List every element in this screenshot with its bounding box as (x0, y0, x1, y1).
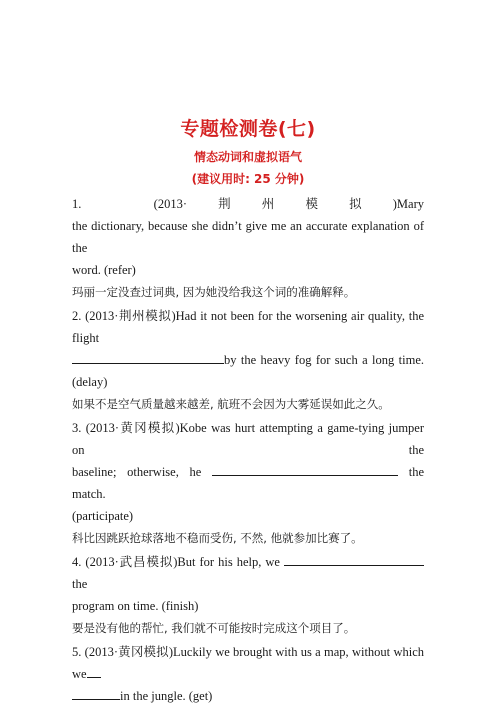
question-3-line-2: baseline; otherwise, he the match. (72, 461, 424, 505)
question-3-line-3: (participate) (72, 509, 134, 523)
answer-blank[interactable] (212, 462, 398, 476)
question-4-line-2: program on time. (finish) (72, 599, 199, 613)
answer-blank[interactable] (72, 350, 224, 364)
question-5 (72, 641, 424, 707)
question-1 (72, 193, 424, 303)
answer-blank[interactable] (284, 552, 424, 566)
question-2-translation: 如果不是空气质量越来越差, 航班不会因为大雾延误如此之久。 (72, 397, 390, 411)
question-1-translation: 玛丽一定没查过词典, 因为她没给我这个词的准确解释。 (72, 285, 356, 299)
question-1-line-3: word. (refer) (72, 263, 136, 277)
answer-blank[interactable] (72, 686, 120, 700)
question-5-line-2: in the jungle. (get) (72, 685, 424, 707)
time-hint: (建议用时: 25 分钟) (191, 172, 305, 186)
question-3 (72, 417, 424, 549)
question-list (72, 193, 424, 707)
question-3-translation: 科比因跳跃抢球落地不稳而受伤, 不然, 他就参加比赛了。 (72, 531, 363, 545)
question-4-line-1: 4. (2013·武昌模拟)But for his help, we the (72, 551, 424, 595)
question-1-line-1: 1. (2013·荆州模拟)Mary (72, 197, 424, 211)
question-2-line-1: 2. (2013·荆州模拟)Had it not been for the worsening air quality, the flight (72, 309, 424, 345)
question-5-line-1: 5. (2013·黄冈模拟)Luckily we brought with us a map, without which we (72, 645, 424, 681)
question-3-line-1: 3. (2013·黄冈模拟)Kobe was hurt attempting a game-tying jumper on the (72, 421, 424, 457)
question-1-line-2: the dictionary, because she didn’t give me an accurate explanation of the (72, 219, 424, 255)
question-4-translation: 要是没有他的帮忙, 我们就不可能按时完成这个项目了。 (72, 621, 356, 635)
page-subtitle: 情态动词和虚拟语气 (193, 150, 302, 164)
question-2-line-2: by the heavy fog for such a long time. (72, 349, 424, 371)
question-4 (72, 551, 424, 639)
answer-blank[interactable] (87, 664, 101, 678)
question-2-line-3: (delay) (72, 375, 108, 389)
question-2 (72, 305, 424, 415)
page-title: 专题检测卷(七) (180, 118, 316, 140)
